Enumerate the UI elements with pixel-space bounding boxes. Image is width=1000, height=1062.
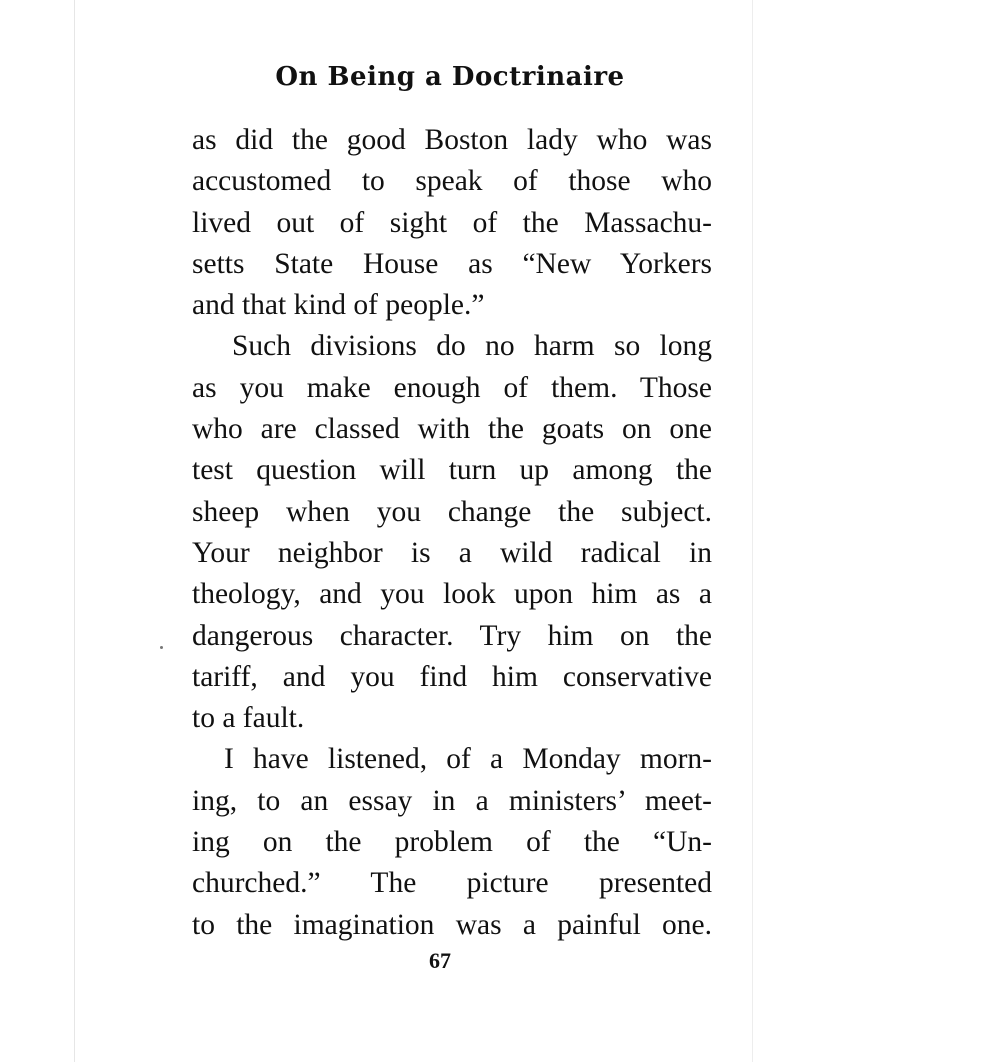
scan-speck: [160, 646, 163, 649]
text-line: ing, to an essay in a ministers’ meet-: [192, 784, 712, 817]
text-line: dangerous character. Try him on the: [192, 619, 712, 652]
text-line: as did the good Boston lady who was: [192, 124, 712, 156]
text-line: to a fault.: [192, 702, 305, 735]
text-line: theology, and you look upon him as a: [192, 578, 712, 611]
page-edge-left: [74, 0, 75, 1062]
text-line: to the imagination was a painful one.: [192, 908, 712, 941]
body-text: [192, 120, 712, 946]
text-line: accustomed to speak of those who: [192, 165, 712, 198]
page-number: 67: [429, 948, 451, 973]
text-line: lived out of sight of the Massachu-: [192, 206, 712, 239]
text-line: who are classed with the goats on one: [192, 413, 712, 446]
running-head: On Being a Doctrinaire: [275, 62, 625, 92]
text-line: tariff, and you find him conservative: [192, 660, 712, 693]
text-line: churched.” The picture presented: [192, 867, 712, 900]
text-line: as you make enough of them. Those: [192, 371, 712, 404]
text-line: Such divisions do no harm so long: [232, 330, 712, 363]
text-line: Your neighbor is a wild radical in: [192, 536, 712, 569]
text-line: and that kind of people.”: [192, 289, 485, 322]
text-line: ing on the problem of the “Un-: [192, 826, 712, 859]
page-edge-right: [752, 0, 753, 1062]
text-line: test question will turn up among the: [192, 454, 712, 487]
text-line: sheep when you change the subject.: [192, 495, 712, 528]
text-line: I have listened, of a Monday morn-: [224, 743, 712, 776]
text-line: setts State House as “New Yorkers: [192, 247, 712, 280]
